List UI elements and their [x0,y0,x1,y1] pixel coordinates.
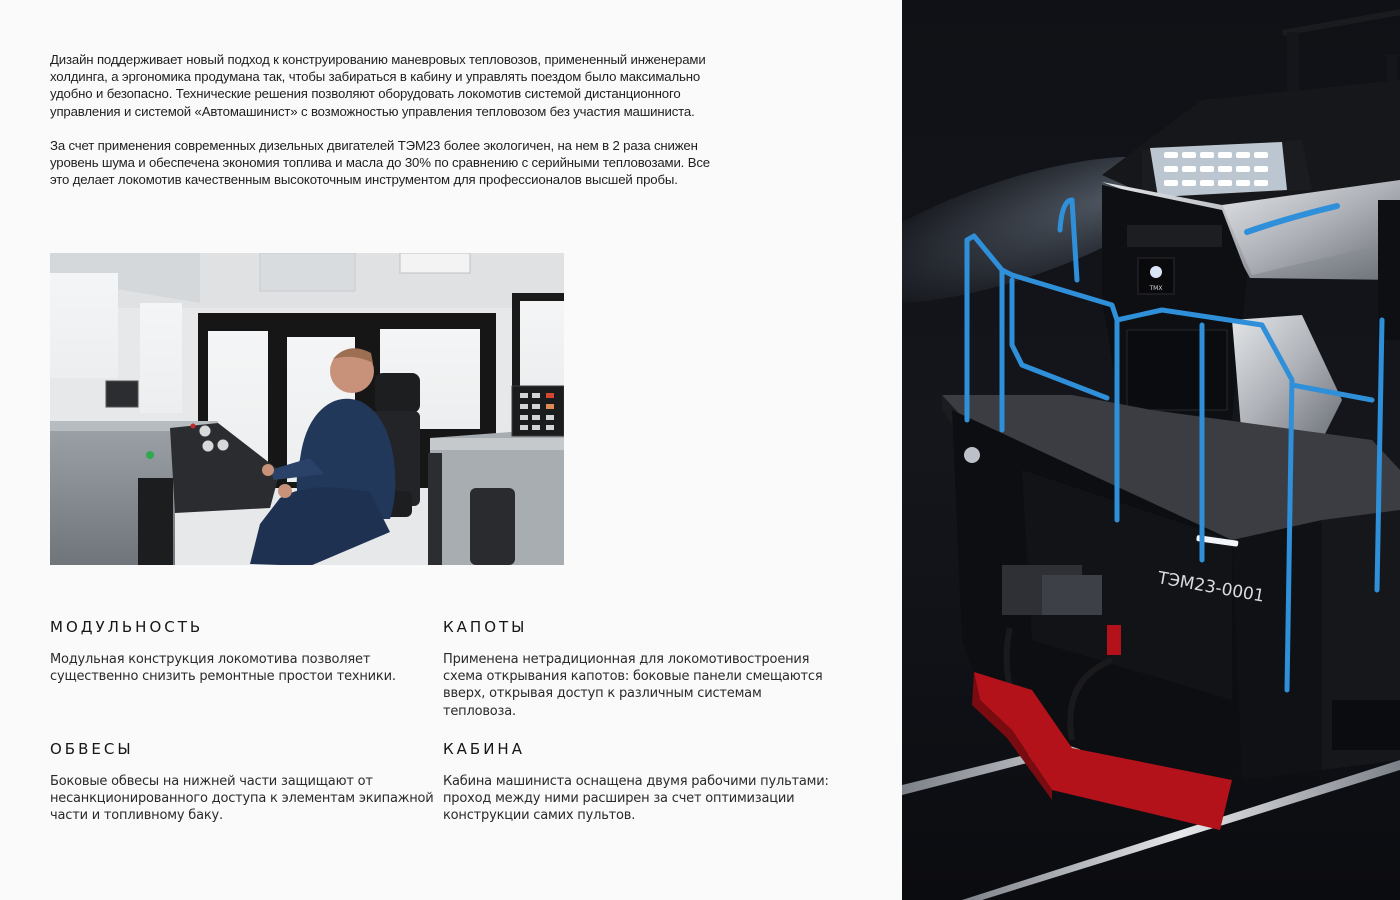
locomotive-image [902,0,1400,900]
cab-photo [50,253,564,565]
intro-text [50,51,710,205]
feature-text: Боковые обвесы на нижней части защищают от несанкционированного доступа к элементам экипажной части и топливному баку. [50,774,434,824]
feature-side-skirts [50,739,440,825]
driver-in-cab-image [50,253,564,565]
feature-text: Кабина машиниста оснащена двумя рабочими пультами: проход между ними расширен за счет оптимизации конструкции самих пультов. [443,774,829,824]
feature-text: Применена нетрадиционная для локомотивостроения схема открывания капотов: боковые панели смещаются вверх, открывая доступ к различным системам тепловоза. [443,652,823,719]
feature-hoods [443,617,833,720]
svg-text:ТМХ: ТМХ [1149,285,1163,292]
feature-text: Модульная конструкция локомотива позволяет существенно снизить ремонтные простои техники. [50,652,396,685]
svg-text:ТЭМ23-0001: ТЭМ23-0001 [1156,568,1266,607]
feature-title: ОБВЕСЫ [50,740,134,758]
feature-title: МОДУЛЬНОСТЬ [50,618,204,636]
feature-title: КАПОТЫ [443,618,528,636]
intro-paragraph-2: За счет применения современных дизельных двигателей ТЭМ23 более экологичен, на нем в 2 раза снижен уровень шума и обеспечена экономия топлива и масла до 30% по сравнению с серийными тепловозами. Все это делает локомотив качественным высокоточным инструментом для профессионалов высшей пробы. [50,137,710,188]
feature-modularity [50,617,440,685]
intro-paragraph-1: Дизайн поддерживает новый подход к конструированию маневровых тепловозов, примененный инженерами холдинга, а эргономика продумана так, чтобы забираться в кабину и управлять поездом было максимально удобно и безопасно. Технические решения позволяют оборудовать локомотив системой дистанционного управления и системой «Автомашинист» с возможностью управления тепловозом без участия машиниста. [50,52,706,119]
feature-cab [443,739,833,825]
feature-title: КАБИНА [443,740,525,758]
locomotive-render [902,0,1400,900]
